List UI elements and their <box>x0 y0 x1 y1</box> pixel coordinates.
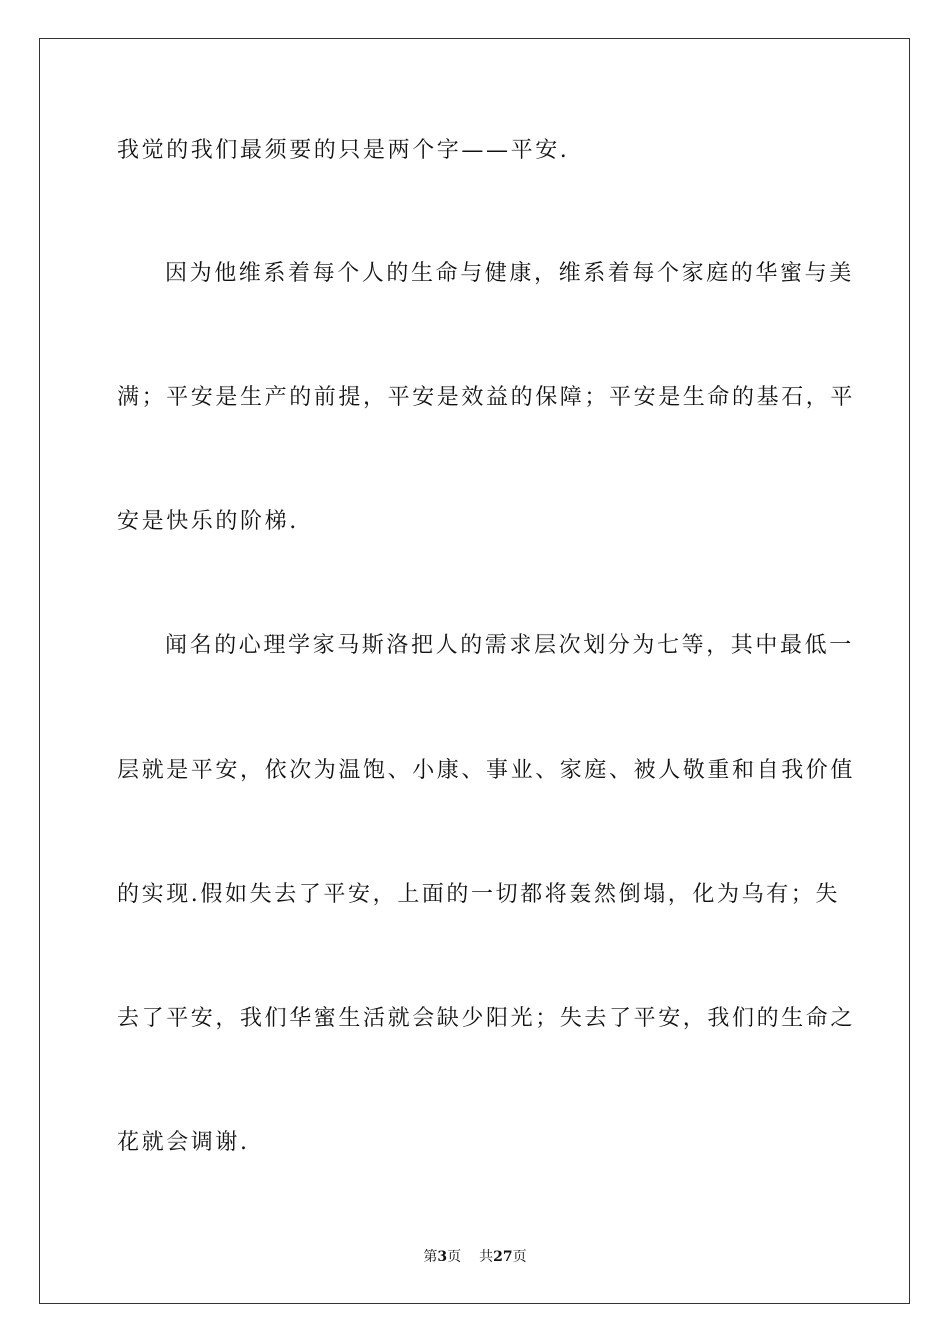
total-suffix: 页 <box>512 1249 527 1265</box>
page-number: 3 <box>437 1249 448 1265</box>
paragraph-line: 闻名的心理学家马斯洛把人的需求层次划分为七等，其中最低一 <box>165 633 854 658</box>
paragraph-line: 层就是平安，依次为温饱、小康、事业、家庭、被人敬重和自我价值 <box>117 758 856 783</box>
page-footer <box>0 1248 950 1266</box>
paragraph-line: 的实现.假如失去了平安，上面的一切都将轰然倒塌，化为乌有；失 <box>117 882 840 907</box>
paragraph-line: 因为他维系着每个人的生命与健康，维系着每个家庭的华蜜与美 <box>165 261 854 286</box>
paragraph-line: 我觉的我们最须要的只是两个字——平安. <box>117 138 570 163</box>
paragraph-line: 安是快乐的阶梯. <box>117 509 299 534</box>
paragraph-line: 去了平安，我们华蜜生活就会缺少阳光；失去了平安，我们的生命之 <box>117 1006 856 1031</box>
total-pages: 27 <box>493 1249 513 1265</box>
page-suffix: 页 <box>447 1249 462 1265</box>
page-border <box>39 38 910 1304</box>
paragraph-line: 满；平安是生产的前提，平安是效益的保障；平安是生命的基石，平 <box>117 385 856 410</box>
page-prefix: 第 <box>423 1249 438 1265</box>
total-prefix: 共 <box>479 1249 494 1265</box>
paragraph-line: 花就会调谢. <box>117 1130 250 1155</box>
